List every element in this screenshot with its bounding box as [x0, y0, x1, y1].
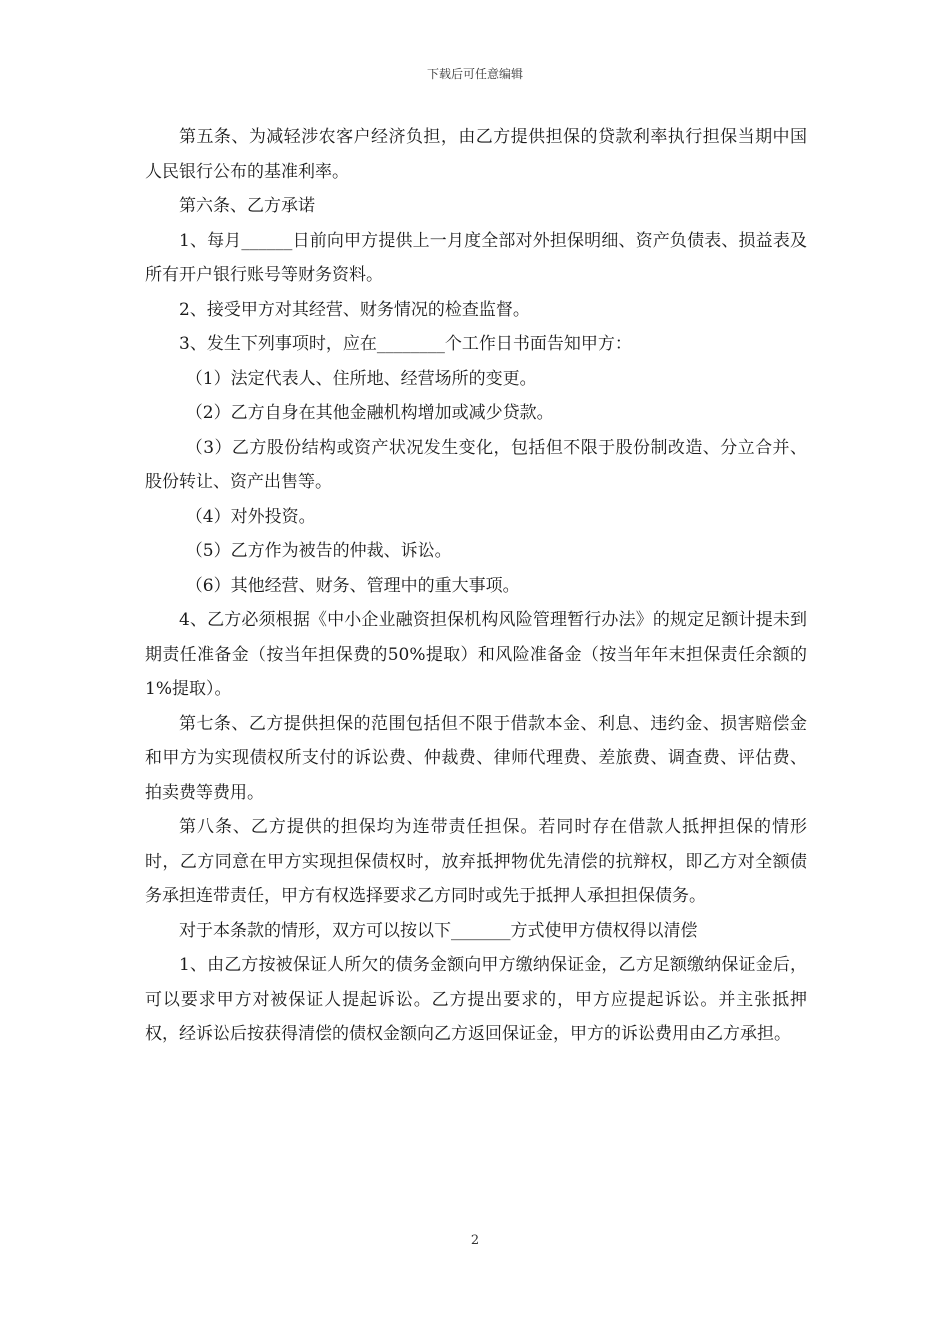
paragraph-event-4: （4）对外投资。 — [185, 506, 316, 527]
paragraph-article-7: 第七条、乙方提供担保的范围包括但不限于借款本金、利息、违约金、损害赔偿金和甲方为实现债权所支付的诉讼费、仲裁费、律师代理费、差旅费、调查费、评估费、拍卖费等费用。 — [145, 713, 807, 803]
paragraph-event-1: （1）法定代表人、住所地、经营场所的变更。 — [185, 368, 537, 389]
paragraph-event-3: （3）乙方股份结构或资产状况发生变化，包括但不限于股份制改造、分立合并、股份转让、资产出售等。 — [145, 437, 807, 492]
paragraph-article-8: 第八条、乙方提供的担保均为连带责任担保。若同时存在借款人抵押担保的情形时，乙方同意在甲方实现担保债权时，放弃抵押物优先清偿的抗辩权，即乙方对全额债务承担连带责任，甲方有权选择要求乙方同时或先于抵押人承担担保债务。 — [145, 817, 807, 906]
paragraph-event-2: （2）乙方自身在其他金融机构增加或减少贷款。 — [185, 403, 554, 423]
paragraph-settlement-intro: 对于本条款的情形，双方可以按以下_______方式使甲方债权得以清偿 — [179, 920, 698, 941]
paragraph-event-6: （6）其他经营、财务、管理中的重大事项。 — [185, 575, 520, 596]
paragraph-article-5: 第五条、为减轻涉农客户经济负担，由乙方提供担保的贷款利率执行担保当期中国人民银行公布的基准利率。 — [145, 127, 807, 182]
paragraph-commitment-4: 4、乙方必须根据《中小企业融资担保机构风险管理暂行办法》的规定足额计提未到期责任准备金（按当年担保费的50%提取）和风险准备金（按当年年末担保责任余额的1%提取）。 — [145, 610, 807, 699]
paragraph-settlement-1: 1、由乙方按被保证人所欠的债务金额向甲方缴纳保证金，乙方足额缴纳保证金后，可以要求甲方对被保证人提起诉讼。乙方提出要求的，甲方应提起诉讼。并主张抵押权，经诉讼后按获得清偿的债权金额向乙方返回保证金，甲方的诉讼费用由乙方承担。 — [145, 955, 807, 1044]
page-number: 2 — [470, 1233, 480, 1248]
document-body — [145, 120, 807, 1052]
paragraph-event-5: （5）乙方作为被告的仲裁、诉讼。 — [185, 541, 452, 561]
paragraph-commitment-2: 2、接受甲方对其经营、财务情况的检查监督。 — [179, 299, 530, 320]
page-header: 下载后可任意编辑 — [426, 67, 523, 81]
paragraph-commitment-1: 1、每月______日前向甲方提供上一月度全部对外担保明细、资产负债表、损益表及所有开户银行账号等财务资料。 — [145, 230, 807, 285]
paragraph-article-6-title: 第六条、乙方承诺 — [179, 196, 315, 216]
paragraph-commitment-3: 3、发生下列事项时，应在________个工作日书面告知甲方： — [179, 334, 632, 354]
